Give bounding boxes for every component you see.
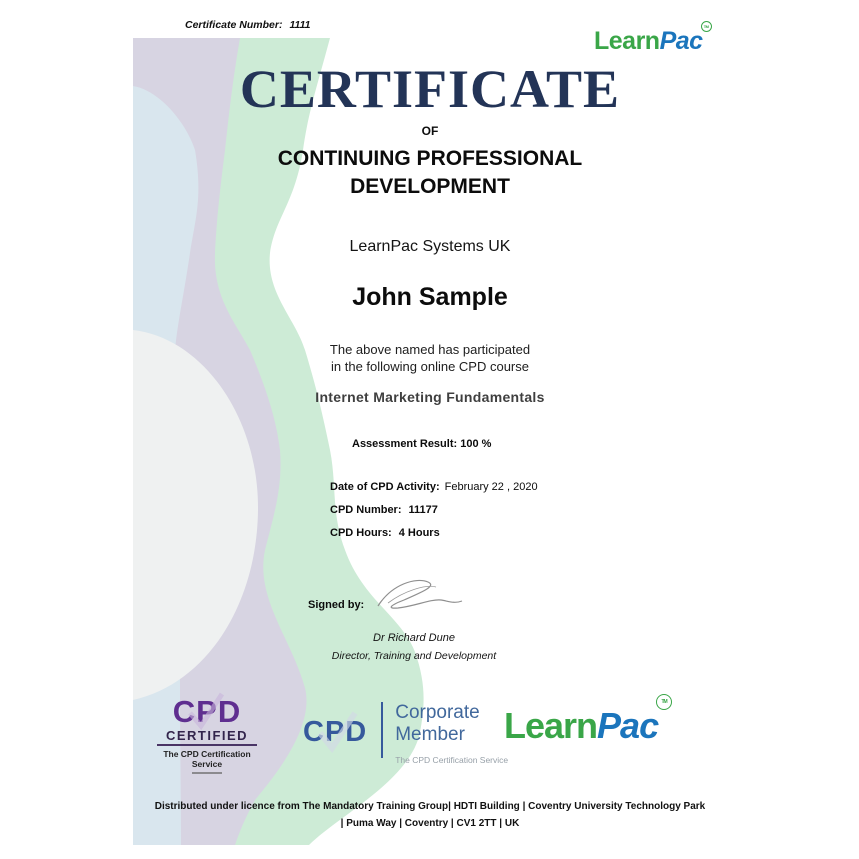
divider xyxy=(381,702,383,758)
learnpac-logo-bottom xyxy=(504,698,672,746)
checkmark-icon xyxy=(311,710,361,754)
cpd-details xyxy=(330,481,538,550)
cpd-date-value: February 22 , 2020 xyxy=(444,481,538,493)
checkmark-icon xyxy=(182,692,228,732)
title-of: OF xyxy=(421,124,439,138)
cpd-certified-logo xyxy=(157,696,257,774)
title-program-line2: DEVELOPMENT xyxy=(350,175,510,198)
signatory-name: Dr Richard Dune xyxy=(373,632,455,644)
signed-by-label: Signed by: xyxy=(308,599,365,611)
cpd-date-label: Date of CPD Activity: xyxy=(330,481,440,493)
certificate-number-label: Certificate Number: xyxy=(185,19,283,31)
trademark-icon: TM xyxy=(656,694,672,710)
learnpac-learn-text: Learn xyxy=(504,705,598,746)
participation-line2: in the following online CPD course xyxy=(331,359,529,374)
cpd-number-row xyxy=(330,504,538,516)
course-title: Internet Marketing Fundamentals xyxy=(315,389,545,405)
signatory-role: Director, Training and Development xyxy=(331,650,497,662)
learnpac-logo-top xyxy=(594,23,712,55)
learnpac-pac-text: Pac xyxy=(659,27,703,55)
footer-licence-line1: Distributed under licence from The Mandatory Training Group| HDTI Building | Coventry University Technology Park xyxy=(154,801,706,812)
footer-licence-line2: | Puma Way | Coventry | CV1 2TT | UK xyxy=(340,818,520,829)
cpd-certified-wordmark: CPD xyxy=(173,696,241,727)
organisation-name: LearnPac Systems UK xyxy=(349,238,511,255)
cpd-hours-label: CPD Hours: xyxy=(330,527,392,539)
title-program xyxy=(133,145,727,201)
certificate-title: CERTIFICATE xyxy=(239,59,621,119)
recipient-name: John Sample xyxy=(352,283,508,311)
cpd-number-value: 11177 xyxy=(408,504,438,516)
certificate-number xyxy=(185,19,310,31)
participation-line1: The above named has participated xyxy=(329,342,531,357)
title-program-line1: CONTINUING PROFESSIONAL xyxy=(277,147,583,170)
cpd-hours-value: 4 Hours xyxy=(398,527,440,539)
signature-icon xyxy=(374,575,466,617)
cpd-corporate-member-logo xyxy=(303,702,508,765)
certificate-number-value: 1111 xyxy=(289,19,311,31)
cpd-certified-label: CERTIFIED xyxy=(157,729,257,746)
assessment-result: Assessment Result: 100 % xyxy=(352,438,492,450)
cpd-corporate-wordmark: CPD xyxy=(303,716,367,749)
cpd-date-row xyxy=(330,481,538,493)
learnpac-pac-text: Pac xyxy=(597,705,659,746)
cpd-certified-service: The CPD Certification Service xyxy=(163,749,251,769)
cpd-hours-row xyxy=(330,527,538,539)
trademark-icon: TM xyxy=(701,21,712,32)
cpd-corporate-membership: Corporate Member xyxy=(395,702,480,745)
participation-statement xyxy=(133,341,727,375)
cpd-number-label: CPD Number: xyxy=(330,504,402,516)
learnpac-learn-text: Learn xyxy=(594,27,660,55)
cpd-certified-fineprint xyxy=(192,772,222,774)
cpd-corporate-service: The CPD Certification Service xyxy=(395,755,509,765)
